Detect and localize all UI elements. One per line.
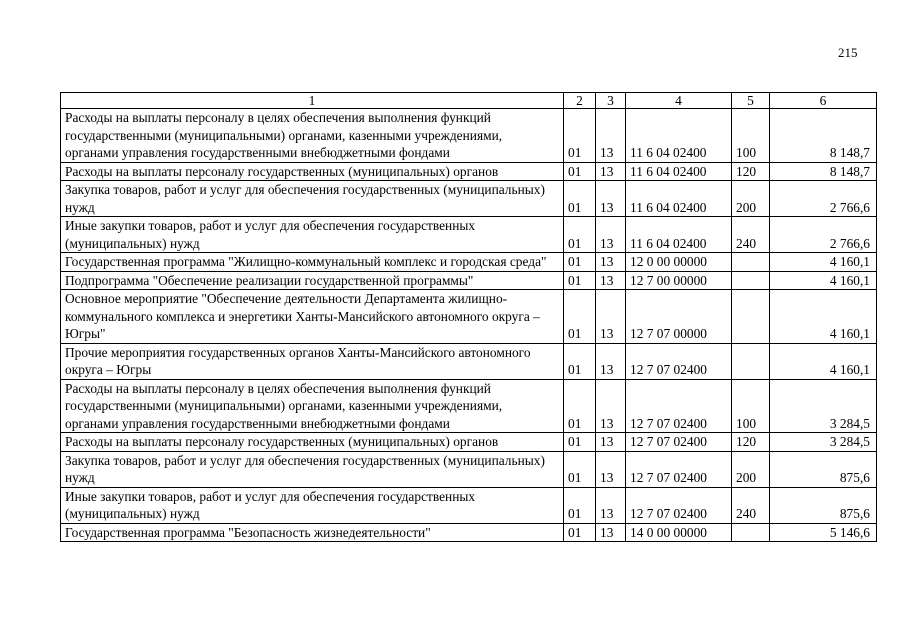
row-name: Расходы на выплаты персоналу в целях обеспечения выполнения функций государственными (муниципальными) органами, казенными учреждениями, органами управления государственными внебюджетными фондами: [61, 109, 564, 163]
row-subsection: 13: [596, 217, 626, 253]
table-row: [61, 271, 877, 290]
budget-table: [60, 92, 877, 542]
table-row: [61, 181, 877, 217]
row-expense-type: [732, 253, 770, 272]
table-row: [61, 109, 877, 163]
row-target-article: 12 7 07 02400: [626, 433, 732, 452]
row-subsection: 13: [596, 451, 626, 487]
row-section: 01: [564, 162, 596, 181]
row-name: Государственная программа "Жилищно-коммунальный комплекс и городская среда": [61, 253, 564, 272]
row-name: Иные закупки товаров, работ и услуг для обеспечения государственных (муниципальных) нужд: [61, 217, 564, 253]
table-row: [61, 487, 877, 523]
row-target-article: 12 7 07 02400: [626, 379, 732, 433]
row-name: Расходы на выплаты персоналу государственных (муниципальных) органов: [61, 433, 564, 452]
row-name: Государственная программа "Безопасность жизнедеятельности": [61, 523, 564, 542]
row-expense-type: [732, 271, 770, 290]
table-row: [61, 253, 877, 272]
row-target-article: 11 6 04 02400: [626, 181, 732, 217]
row-expense-type: 200: [732, 181, 770, 217]
row-name: Закупка товаров, работ и услуг для обеспечения государственных (муниципальных) нужд: [61, 451, 564, 487]
row-section: 01: [564, 109, 596, 163]
table-row: [61, 162, 877, 181]
row-expense-type: 120: [732, 162, 770, 181]
header-col-1: 1: [61, 93, 564, 109]
row-amount: 4 160,1: [770, 290, 877, 344]
row-subsection: 13: [596, 290, 626, 344]
row-expense-type: 100: [732, 109, 770, 163]
row-section: 01: [564, 290, 596, 344]
row-amount: 8 148,7: [770, 162, 877, 181]
row-target-article: 12 0 00 00000: [626, 253, 732, 272]
row-section: 01: [564, 379, 596, 433]
row-amount: 3 284,5: [770, 379, 877, 433]
row-amount: 8 148,7: [770, 109, 877, 163]
table-header-row: [61, 93, 877, 109]
row-section: 01: [564, 181, 596, 217]
row-target-article: 11 6 04 02400: [626, 162, 732, 181]
table-row: [61, 343, 877, 379]
row-section: 01: [564, 271, 596, 290]
table-row: [61, 451, 877, 487]
row-target-article: 12 7 07 02400: [626, 451, 732, 487]
header-col-3: 3: [596, 93, 626, 109]
row-target-article: 11 6 04 02400: [626, 109, 732, 163]
table-row: [61, 379, 877, 433]
table-body: [61, 109, 877, 542]
row-expense-type: 200: [732, 451, 770, 487]
row-amount: 3 284,5: [770, 433, 877, 452]
row-subsection: 13: [596, 253, 626, 272]
header-col-5: 5: [732, 93, 770, 109]
row-amount: 4 160,1: [770, 343, 877, 379]
row-section: 01: [564, 451, 596, 487]
row-section: 01: [564, 343, 596, 379]
row-name: Расходы на выплаты персоналу в целях обеспечения выполнения функций государственными (муниципальными) органами, казенными учреждениями, органами управления государственными внебюджетными фондами: [61, 379, 564, 433]
row-amount: 4 160,1: [770, 253, 877, 272]
row-section: 01: [564, 217, 596, 253]
table-row: [61, 217, 877, 253]
table-row: [61, 433, 877, 452]
row-amount: 2 766,6: [770, 181, 877, 217]
row-amount: 4 160,1: [770, 271, 877, 290]
row-amount: 875,6: [770, 451, 877, 487]
row-expense-type: 100: [732, 379, 770, 433]
row-subsection: 13: [596, 523, 626, 542]
row-subsection: 13: [596, 181, 626, 217]
row-subsection: 13: [596, 433, 626, 452]
row-subsection: 13: [596, 379, 626, 433]
row-section: 01: [564, 253, 596, 272]
row-subsection: 13: [596, 109, 626, 163]
row-expense-type: 120: [732, 433, 770, 452]
page-number: 215: [838, 45, 858, 60]
row-section: 01: [564, 433, 596, 452]
row-target-article: 12 7 07 00000: [626, 290, 732, 344]
row-name: Закупка товаров, работ и услуг для обеспечения государственных (муниципальных) нужд: [61, 181, 564, 217]
table-row: [61, 290, 877, 344]
header-col-2: 2: [564, 93, 596, 109]
row-subsection: 13: [596, 271, 626, 290]
row-expense-type: [732, 523, 770, 542]
row-target-article: 14 0 00 00000: [626, 523, 732, 542]
row-target-article: 11 6 04 02400: [626, 217, 732, 253]
row-name: Основное мероприятие "Обеспечение деятельности Департамента жилищно-коммунального комплекса и энергетики Ханты-Мансийского автономного округа – Югры": [61, 290, 564, 344]
header-col-6: 6: [770, 93, 877, 109]
table-row: [61, 523, 877, 542]
row-subsection: 13: [596, 343, 626, 379]
row-subsection: 13: [596, 162, 626, 181]
row-expense-type: [732, 290, 770, 344]
row-section: 01: [564, 487, 596, 523]
row-name: Расходы на выплаты персоналу государственных (муниципальных) органов: [61, 162, 564, 181]
row-expense-type: 240: [732, 487, 770, 523]
row-amount: 875,6: [770, 487, 877, 523]
row-expense-type: [732, 343, 770, 379]
row-amount: 5 146,6: [770, 523, 877, 542]
header-col-4: 4: [626, 93, 732, 109]
row-target-article: 12 7 00 00000: [626, 271, 732, 290]
row-amount: 2 766,6: [770, 217, 877, 253]
row-expense-type: 240: [732, 217, 770, 253]
row-target-article: 12 7 07 02400: [626, 343, 732, 379]
row-name: Подпрограмма "Обеспечение реализации государственной программы": [61, 271, 564, 290]
row-name: Прочие мероприятия государственных органов Ханты-Мансийского автономного округа – Югры: [61, 343, 564, 379]
row-target-article: 12 7 07 02400: [626, 487, 732, 523]
row-subsection: 13: [596, 487, 626, 523]
row-section: 01: [564, 523, 596, 542]
row-name: Иные закупки товаров, работ и услуг для обеспечения государственных (муниципальных) нужд: [61, 487, 564, 523]
